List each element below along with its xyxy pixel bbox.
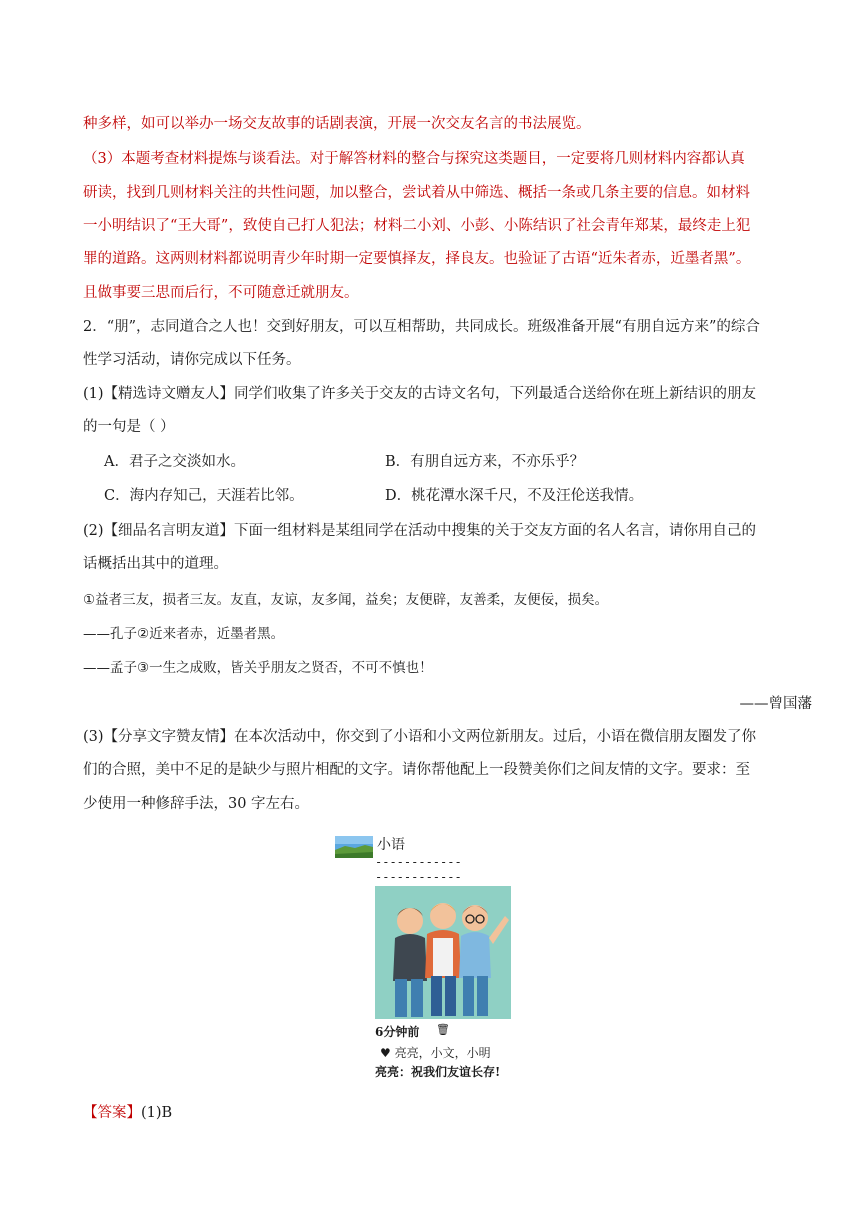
line-5: 罪的道路。这两则材料都说明青少年时期一定要慎择友，择良友。也验证了古语“近朱者赤，近墨者黑”。 <box>83 251 751 267</box>
avatar <box>335 836 373 858</box>
line-1: 种多样，如可以举办一场交友故事的话剧表演，开展一次交友名言的书法展览。 <box>83 116 591 132</box>
option-c: C．海内存知己，天涯若比邻。 <box>104 488 304 504</box>
option-a: A．君子之交淡如水。 <box>104 454 245 470</box>
q3-line-1: (3)【分享文字赞友情】在本次活动中，你交到了小语和小文两位新朋友。过后，小语在微信朋友圈发了你 <box>83 729 757 745</box>
group-photo <box>375 886 511 1019</box>
post-time: 6分钟前 <box>375 1025 420 1039</box>
line-2: （3）本题考查材料提炼与谈看法。对于解答材料的整合与探究这类题目，一定要将几则材料内容都认真 <box>83 151 745 167</box>
likes-names: 亮亮，小文，小明 <box>394 1046 491 1060</box>
q2-line-2: 话概括出其中的道理。 <box>83 556 228 572</box>
line-9: (1)【精选诗文赠友人】同学们收集了许多关于交友的古诗文名句，下列最适合送给你在班上新结识的朋友 <box>83 386 757 402</box>
line-3: 研读，找到几则材料关注的共性问题，加以整合，尝试着从中筛选、概括一条或几条主要的信息。如材料 <box>83 185 750 201</box>
comment: 亮亮：祝我们友谊长存! <box>375 1065 501 1079</box>
poster-name: 小语 <box>377 837 405 853</box>
line-8: 性学习活动，请你完成以下任务。 <box>83 352 301 368</box>
likes-row <box>380 1044 491 1061</box>
line-10: 的一句是（ ） <box>83 419 175 435</box>
answer-line <box>83 1103 172 1123</box>
q3-line-3: 少使用一种修辞手法，30 字左右。 <box>83 796 310 812</box>
q2-line-1: (2)【细品名言明友道】下面一组材料是某组同学在活动中搜集的关于交友方面的名人名言，请你用自己的 <box>83 523 757 539</box>
q3-line-2: 们的合照，美中不足的是缺少与照片相配的文字。请你帮他配上一段赞美你们之间友情的文字。要求：至 <box>83 762 750 778</box>
quote-author: ——曾国藩 <box>739 696 812 712</box>
quote-3: ——孟子③一生之成败，皆关乎朋友之贤否，不可不慎也！ <box>83 660 433 676</box>
moments-post <box>335 830 535 1090</box>
answer-text: (1)B <box>141 1105 173 1121</box>
quote-1: ①益者三友，损者三友。友直，友谅，友多闻，益矣；友便辟，友善柔，友便佞，损矣。 <box>83 592 609 608</box>
dash-line-1: ------------ <box>375 855 462 869</box>
line-7: 2．“朋”，志同道合之人也！交到好朋友，可以互相帮助，共同成长。班级准备开展“有朋自远方来”的综合 <box>83 319 760 335</box>
option-d: D．桃花潭水深千尺，不及汪伦送我情。 <box>385 488 644 504</box>
option-b: B．有朋自远方来，不亦乐乎？ <box>385 454 585 470</box>
line-6: 且做事要三思而后行，不可随意迁就朋友。 <box>83 285 359 301</box>
trash-icon[interactable]: 🗑 <box>436 1023 450 1036</box>
quote-2: ——孔子②近来者赤，近墨者黑。 <box>83 626 285 642</box>
heart-icon: ♥ <box>380 1046 391 1060</box>
answer-label: 【答案】 <box>83 1105 141 1121</box>
dash-line-2: ------------ <box>375 870 462 884</box>
line-4: 一小明结识了“王大哥”，致使自己打人犯法；材料二小刘、小彭、小陈结识了社会青年郑某，最终走上犯 <box>83 218 751 234</box>
